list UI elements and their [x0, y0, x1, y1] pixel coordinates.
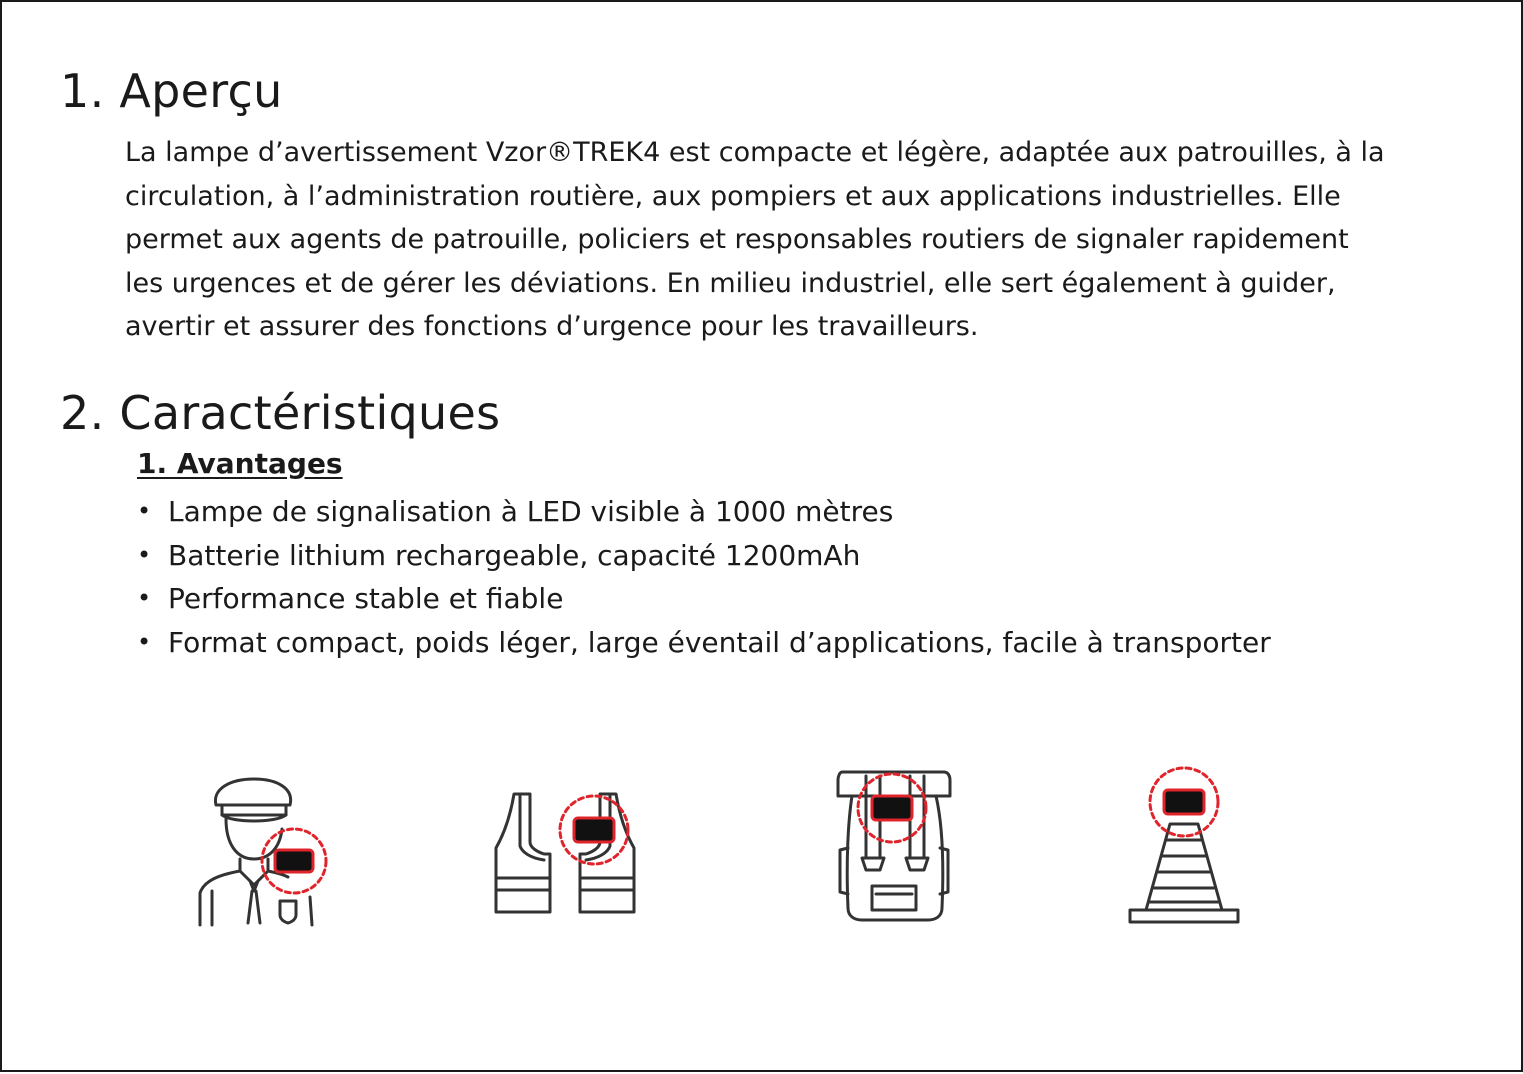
bullet-dot: • [137, 584, 152, 612]
list-item-text: Performance stable et fiable [168, 582, 564, 615]
overview-line: permet aux agents de patrouille, policiers et responsables routiers de signaler rapidement [125, 224, 1349, 255]
list-item-text: Format compact, poids léger, large éventail d’applications, facile à transporter [168, 625, 1271, 659]
list-item [137, 534, 1271, 578]
section-heading-caracteristiques: 2. Caractéristiques [60, 386, 501, 440]
overview-line: avertir et assurer des fonctions d’urgence pour les travailleurs. [125, 311, 979, 342]
section-heading-apercu: 1. Aperçu [60, 64, 283, 118]
safety-vest-icon [490, 782, 640, 927]
overview-paragraph [125, 131, 1465, 349]
list-item [137, 490, 1271, 534]
backpack-icon [832, 762, 957, 927]
police-officer-icon [182, 767, 352, 932]
list-item [137, 577, 1271, 621]
overview-line: circulation, à l’administration routière, aux pompiers et aux applications industrielles. Elle [125, 180, 1341, 212]
overview-line: La lampe d’avertissement Vzor®TREK4 est compacte et légère, adaptée aux patrouilles, à la [125, 137, 1385, 168]
bullet-dot: • [137, 627, 152, 656]
bullet-dot: • [137, 497, 152, 525]
list-item-text: Lampe de signalisation à LED visible à 1000 mètres [168, 495, 894, 528]
advantages-list [137, 490, 1271, 664]
overview-line: les urgences et de gérer les déviations. En milieu industriel, elle sert également à guider, [125, 267, 1336, 299]
subheading-avantages: 1. Avantages [137, 447, 343, 480]
traffic-cone-icon [1122, 762, 1247, 932]
list-item [137, 621, 1271, 665]
list-item-text: Batterie lithium rechargeable, capacité 1200mAh [168, 538, 861, 572]
bullet-dot: • [137, 540, 152, 569]
